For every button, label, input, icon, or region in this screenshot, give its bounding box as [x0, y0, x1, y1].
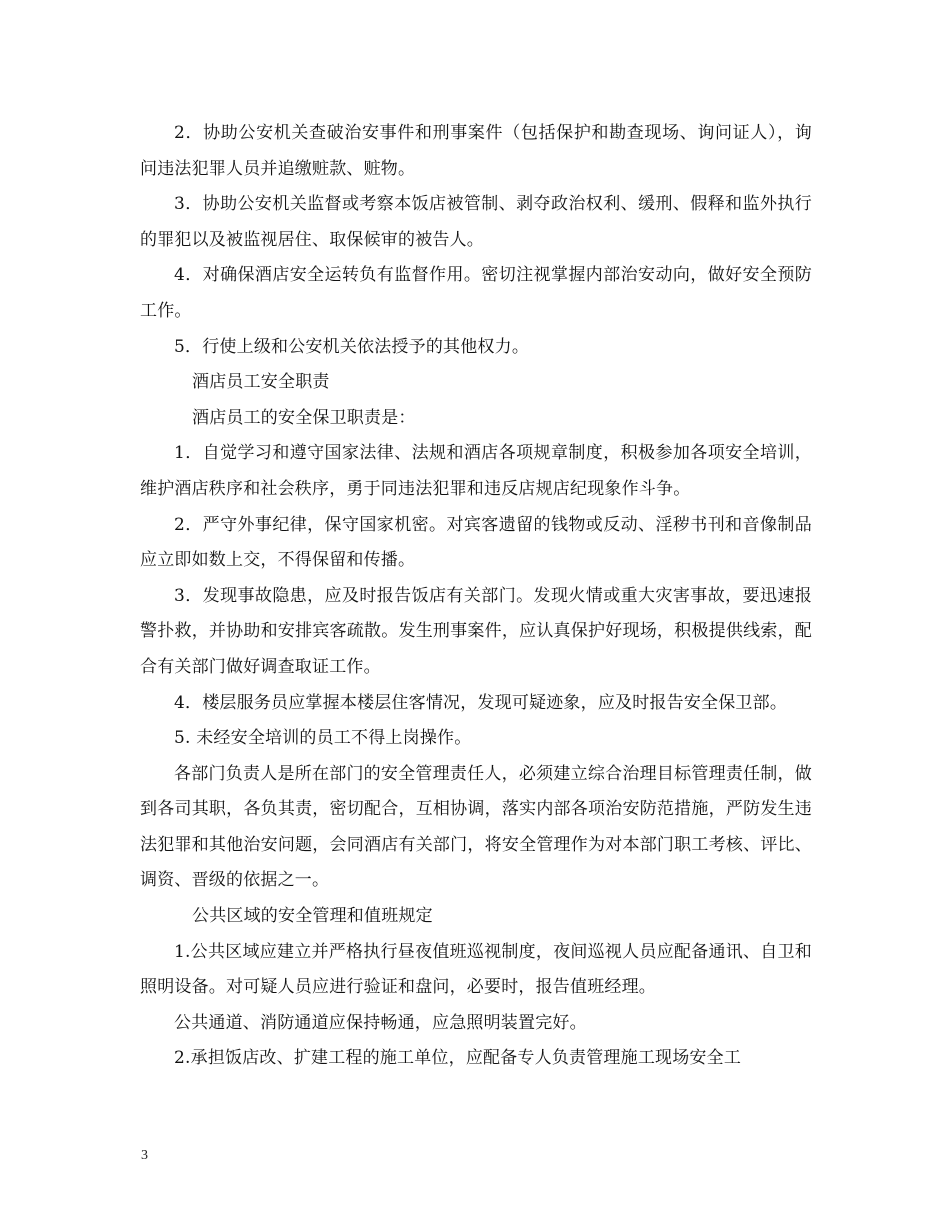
paragraph: 2.承担饭店改、扩建工程的施工单位，应配备专人负责管理施工现场安全工	[174, 1048, 742, 1069]
paragraph: 2．协助公安机关查破治安事件和刑事案件（包括保护和勘查现场、询问证人），询问违法犯罪人员并追缴赃款、赃物。	[140, 123, 812, 179]
page-number: 3	[141, 1148, 148, 1163]
section-heading: 酒店员工安全职责	[192, 372, 330, 393]
paragraph: 1.公共区域应建立并严格执行昼夜值班巡视制度，夜间巡视人员应配备通讯、自卫和照明设备。对可疑人员应进行验证和盘问，必要时，报告值班经理。	[140, 941, 812, 998]
document-body	[140, 116, 812, 1077]
paragraph: 各部门负责人是所在部门的安全管理责任人，必须建立综合治理目标管理责任制，做到各司其职，各负其责，密切配合，互相协调，落实内部各项治安防范措施，严防发生违法犯罪和其他治安问题，会同酒店有关部门，将安全管理作为对本部门职工考核、评比、调资、晋级的依据之一。	[140, 763, 812, 891]
section-heading: 公共区域的安全管理和值班规定	[192, 906, 433, 927]
section-intro: 酒店员工的安全保卫职责是：	[192, 407, 416, 428]
paragraph: 4．对确保酒店安全运转负有监督作用。密切注视掌握内部治安动向，做好安全预防工作。	[140, 265, 812, 321]
paragraph: 公共通道、消防通道应保持畅通，应急照明装置完好。	[174, 1012, 587, 1033]
paragraph: 1．自觉学习和遵守国家法律、法规和酒店各项规章制度，积极参加各项安全培训，维护酒店秩序和社会秩序，勇于同违法犯罪和违反店规店纪现象作斗争。	[140, 443, 812, 499]
paragraph: 4．楼层服务员应掌握本楼层住客情况，发现可疑迹象，应及时报告安全保卫部。	[174, 692, 788, 713]
paragraph: 5．行使上级和公安机关依法授予的其他权力。	[174, 336, 530, 357]
paragraph: 2．严守外事纪律，保守国家机密。对宾客遗留的钱物或反动、淫秽书刊和音像制品应立即如数上交，不得保留和传播。	[140, 514, 812, 571]
paragraph: 3．协助公安机关监督或考察本饭店被管制、剥夺政治权利、缓刑、假释和监外执行的罪犯以及被监视居住、取保候审的被告人。	[140, 194, 812, 250]
paragraph: 3．发现事故隐患，应及时报告饭店有关部门。发现火情或重大灾害事故，要迅速报警扑救，并协助和安排宾客疏散。发生刑事案件，应认真保护好现场，积极提供线索，配合有关部门做好调查取证工作。	[140, 585, 812, 677]
paragraph: 5. 未经安全培训的员工不得上岗操作。	[174, 728, 472, 749]
